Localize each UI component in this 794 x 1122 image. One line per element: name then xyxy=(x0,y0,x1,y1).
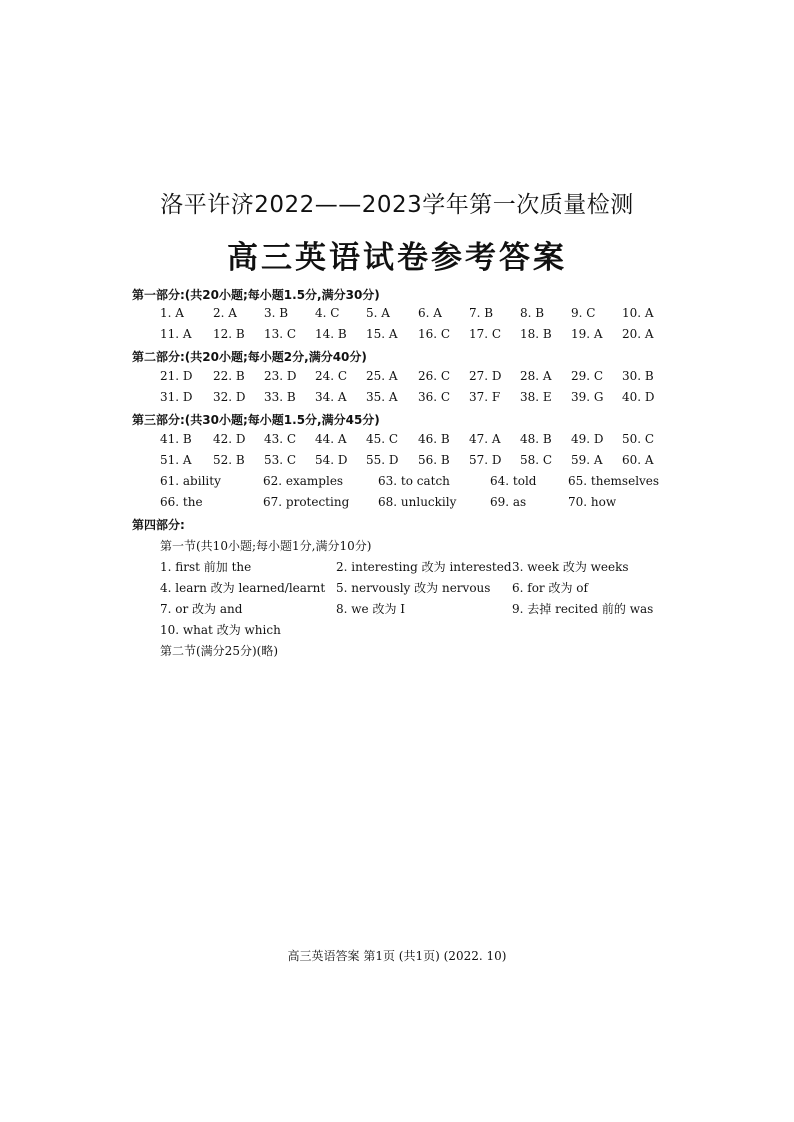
part1-heading: 第一部分:(共20小题;每小题1.5分,满分30分) xyxy=(132,288,380,302)
answer-item: 41. B xyxy=(160,432,192,446)
correction-item: 4. learn 改为 learned/learnt xyxy=(160,581,326,595)
answer-item: 36. C xyxy=(418,390,451,404)
answer-item: 50. C xyxy=(622,432,655,446)
answer-item: 60. A xyxy=(622,453,654,467)
answer-item: 45. C xyxy=(366,432,399,446)
correction-item: 7. or 改为 and xyxy=(160,602,243,616)
document-title: 高三英语试卷参考答案 xyxy=(227,240,567,276)
answer-item: 68. unluckily xyxy=(378,495,457,509)
answer-item: 48. B xyxy=(520,432,552,446)
answer-item: 12. B xyxy=(213,327,245,341)
part2-row-2 xyxy=(0,390,794,410)
answer-item: 15. A xyxy=(366,327,398,341)
part3-heading: 第三部分:(共30小题;每小题1.5分,满分45分) xyxy=(132,413,380,427)
answer-item: 19. A xyxy=(571,327,603,341)
correction-item: 1. first 前加 the xyxy=(160,560,252,574)
answer-item: 43. C xyxy=(264,432,297,446)
answer-item: 11. A xyxy=(160,327,192,341)
part2-row-1 xyxy=(0,369,794,389)
answer-item: 26. C xyxy=(418,369,451,383)
answer-item: 38. E xyxy=(520,390,552,404)
answer-item: 58. C xyxy=(520,453,553,467)
answer-item: 5. A xyxy=(366,306,390,320)
answer-item: 70. how xyxy=(568,495,617,509)
answer-item: 22. B xyxy=(213,369,245,383)
answer-item: 53. C xyxy=(264,453,297,467)
answer-item: 65. themselves xyxy=(568,474,660,488)
answer-item: 14. B xyxy=(315,327,347,341)
answer-item: 6. A xyxy=(418,306,442,320)
part3-word-row-1 xyxy=(0,474,794,494)
answer-item: 9. C xyxy=(571,306,596,320)
answer-item: 40. D xyxy=(622,390,655,404)
part3-word-row-2 xyxy=(0,495,794,515)
answer-item: 8. B xyxy=(520,306,545,320)
answer-item: 49. D xyxy=(571,432,604,446)
answer-item: 62. examples xyxy=(263,474,344,488)
answer-item: 33. B xyxy=(264,390,296,404)
part3-row-1 xyxy=(0,432,794,452)
answer-item: 67. protecting xyxy=(263,495,350,509)
correction-item: 8. we 改为 I xyxy=(336,602,406,616)
answer-item: 27. D xyxy=(469,369,502,383)
answer-item: 20. A xyxy=(622,327,654,341)
answer-item: 21. D xyxy=(160,369,193,383)
correction-row-3 xyxy=(0,600,794,620)
answer-item: 24. C xyxy=(315,369,348,383)
correction-item: 3. week 改为 weeks xyxy=(512,560,629,574)
answer-item: 30. B xyxy=(622,369,654,383)
answer-item: 61. ability xyxy=(160,474,221,488)
answer-item: 29. C xyxy=(571,369,604,383)
answer-item: 37. F xyxy=(469,390,501,404)
answer-item: 46. B xyxy=(418,432,450,446)
answer-item: 54. D xyxy=(315,453,348,467)
part3-row-2 xyxy=(0,453,794,473)
answer-item: 34. A xyxy=(315,390,347,404)
answer-item: 69. as xyxy=(490,495,527,509)
answer-item: 42. D xyxy=(213,432,246,446)
correction-item: 2. interesting 改为 interested xyxy=(336,560,512,574)
answer-item: 23. D xyxy=(264,369,297,383)
answer-item: 17. C xyxy=(469,327,502,341)
answer-item: 16. C xyxy=(418,327,451,341)
answer-item: 10. A xyxy=(622,306,654,320)
answer-item: 39. G xyxy=(571,390,604,404)
page-footer: 高三英语答案 第1页 (共1页) (2022. 10) xyxy=(287,949,507,963)
answer-item: 51. A xyxy=(160,453,192,467)
part4-heading: 第四部分: xyxy=(132,518,185,532)
answer-item: 3. B xyxy=(264,306,289,320)
correction-item: 5. nervously 改为 nervous xyxy=(336,581,491,595)
part2-heading: 第二部分:(共20小题;每小题2分,满分40分) xyxy=(132,350,367,364)
answer-item: 13. C xyxy=(264,327,297,341)
answer-item: 52. B xyxy=(213,453,245,467)
answer-item: 55. D xyxy=(366,453,399,467)
answer-item: 59. A xyxy=(571,453,603,467)
answer-item: 7. B xyxy=(469,306,494,320)
answer-item: 31. D xyxy=(160,390,193,404)
answer-item: 63. to catch xyxy=(378,474,450,488)
answer-item: 47. A xyxy=(469,432,501,446)
answer-item: 66. the xyxy=(160,495,203,509)
part4-section1-heading: 第一节(共10小题;每小题1分,满分10分) xyxy=(160,539,372,553)
correction-item: 10. what 改为 which xyxy=(160,623,281,637)
answer-item: 56. B xyxy=(418,453,450,467)
answer-item: 44. A xyxy=(315,432,347,446)
correction-item: 9. 去掉 recited 前的 was xyxy=(512,602,654,616)
correction-item: 6. for 改为 of xyxy=(512,581,588,595)
answer-item: 28. A xyxy=(520,369,552,383)
correction-row-2 xyxy=(0,579,794,599)
correction-row-1 xyxy=(0,558,794,578)
answer-item: 4. C xyxy=(315,306,340,320)
part4-section2-heading: 第二节(满分25分)(略) xyxy=(160,644,278,658)
exam-title: 洛平许济2022——2023学年第一次质量检测 xyxy=(160,192,634,218)
answer-item: 1. A xyxy=(160,306,184,320)
answer-item: 57. D xyxy=(469,453,502,467)
answer-item: 25. A xyxy=(366,369,398,383)
part1-row-1 xyxy=(0,306,794,326)
part1-row-2 xyxy=(0,327,794,347)
answer-item: 18. B xyxy=(520,327,552,341)
correction-row-4 xyxy=(0,621,794,641)
answer-item: 2. A xyxy=(213,306,237,320)
answer-item: 32. D xyxy=(213,390,246,404)
answer-item: 64. told xyxy=(490,474,537,488)
answer-item: 35. A xyxy=(366,390,398,404)
